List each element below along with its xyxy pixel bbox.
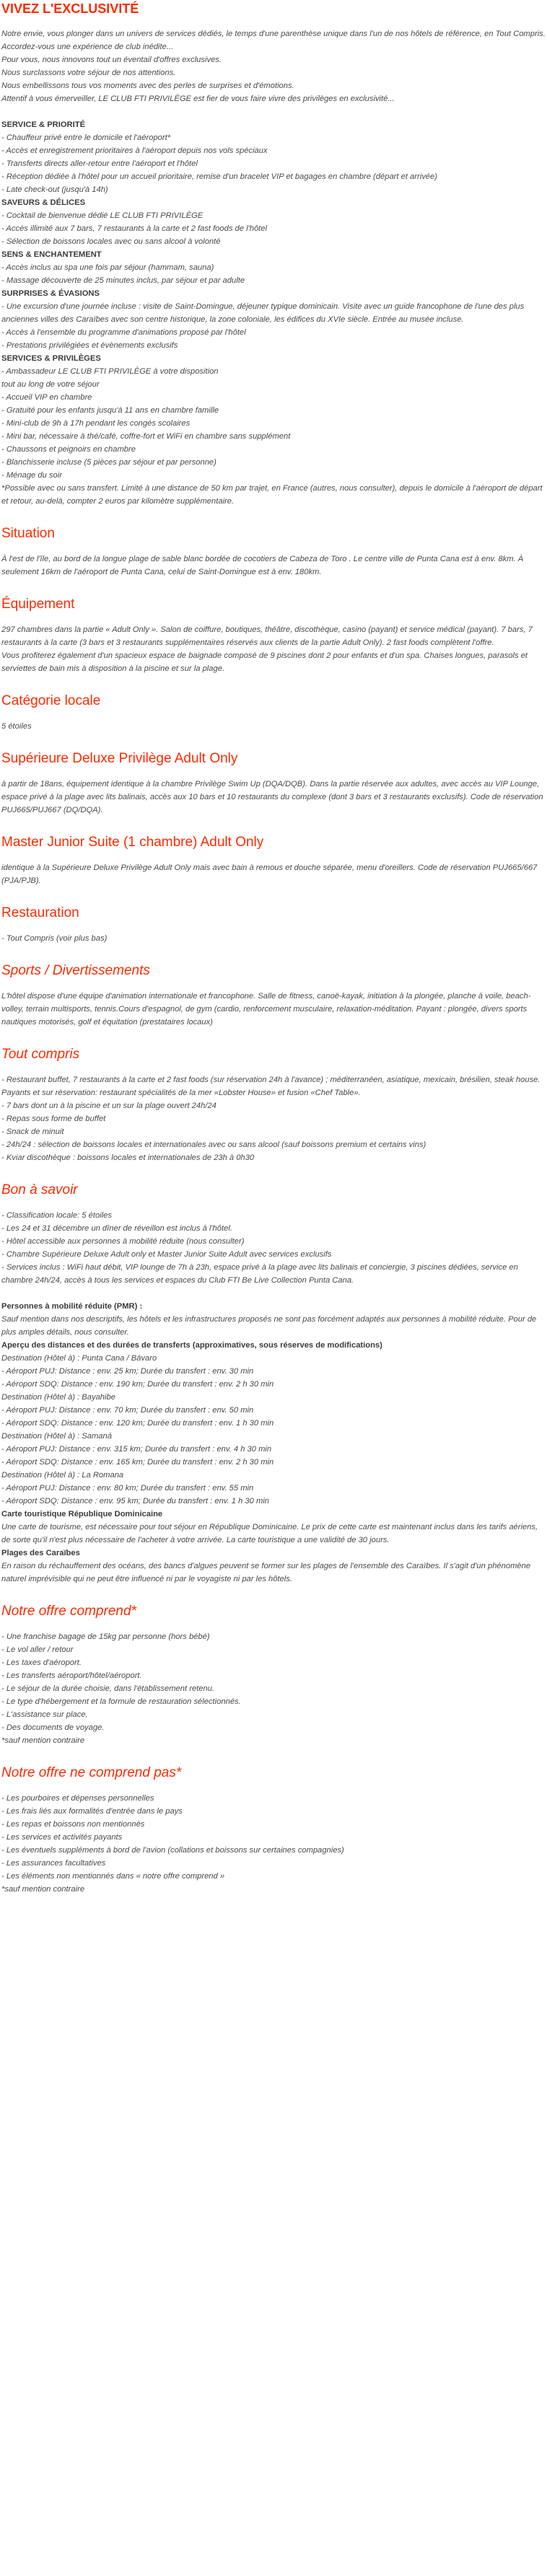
text-line: - Tout Compris (voir plus bas) — [1, 934, 108, 943]
text-line: Destination (Hôtel à) : Bayahibe — [1, 1393, 115, 1402]
section-content — [1, 990, 546, 1029]
text-line: à partir de 18ans, équipement identique à la chambre Privilège Swim Up (DQA/DQB). Dans la partie réservée aux adultes, avec accès au VIP Lounge, espace privé à la plage avec lits balinais, accès aux 10 bars et 10 restaurants du complexe (dont 3 bars et 3 restaurants exclusifs). Code de réservation PUJ665/PUJ667 (DQ/DQA). — [1, 780, 543, 814]
text-line: En raison du réchauffement des océans, des bancs d'algues peuvent se former sur les plages de l'ensemble des Caraïbes. Il s'agit d'un phénomène naturel imprévisible qui ne peut être influencé ni par le voyagiste ni par les hôtels. — [1, 1562, 531, 1583]
text-line: - Aéroport PUJ: Distance : env. 25 km; Durée du transfert : env. 30 min — [1, 1367, 254, 1376]
text-line: - Ambassadeur LE CLUB FTI PRIVILÈGE à votre disposition — [1, 367, 219, 376]
section-heading: VIVEZ L'EXCLUSIVITÉ — [1, 1, 139, 16]
text-line: - Aéroport SDQ: Distance : env. 165 km; Durée du transfert : env. 2 h 30 min — [1, 1458, 274, 1467]
text-line: - Réception dédiée à l'hôtel pour un accueil prioritaire, remise d'un bracelet VIP et bagages en chambre (départ et arrivée) — [1, 172, 437, 181]
text-line: - Accès illimité aux 7 bars, 7 restaurants à la carte et 2 fast foods de l'hôtel — [1, 224, 267, 233]
text-line: Notre envie, vous plonger dans un univers de services dédiés, le temps d'une parenthèse unique dans l'un de nos hôtels de référence, en Tout Compris. — [1, 30, 546, 38]
text-line: 5 étoiles — [1, 722, 32, 731]
text-line: Nous surclassons votre séjour de nos attentions. — [1, 69, 176, 77]
text-line: - Chambre Supérieure Deluxe Adult only et Master Junior Suite Adult avec services exclusifs — [1, 1250, 332, 1259]
text-line: - Mini-club de 9h à 17h pendant les congés scolaires — [1, 419, 191, 428]
text-line: - Les éventuels suppléments à bord de l'avion (collations et boissons sur certaines compagnies) — [1, 1846, 344, 1855]
section-situation — [1, 525, 546, 579]
text-line: - Repas sous forme de buffet — [1, 1115, 106, 1123]
blank-line — [1, 105, 546, 118]
text-line: Vous profiterez également d'un spacieux espace de baignade composé de 9 piscines dont 2 pour enfants et d'un spa. Chaises longues, parasols et serviettes de bain mis à disposition à la piscine et sur la plage. — [1, 651, 528, 673]
text-line: - Services inclus : WiFi haut débit, VIP lounge de 7h à 23h, espace privé à la plage avec lits balinais et conciergie, 3 piscines dédiées, service en chambre 24h/24, accès à tous les services et espaces du Club FTI Be Live Collection Punta Cana. — [1, 1263, 518, 1285]
text-line: - Gratuité pour les enfants jusqu'à 11 ans en chambre famille — [1, 406, 219, 415]
text-line: - Les 24 et 31 décembre un dîner de réveillon est inclus à l'hôtel. — [1, 1224, 232, 1233]
section-categorie — [1, 693, 546, 733]
text-line: - Aéroport SDQ: Distance : env. 95 km; Durée du transfert : env. 1 h 30 min — [1, 1497, 270, 1505]
text-line: - Cocktail de bienvenue dédié LE CLUB FTI PRIVILÈGE — [1, 211, 204, 220]
text-line: - Les frais liés aux formalités d'entrée dans le pays — [1, 1807, 183, 1816]
section-heading: Situation — [1, 526, 55, 541]
text-line: - Accès à l'ensemble du programme d'animations proposé par l'hôtel — [1, 328, 246, 337]
text-line: Attentif à vous émerveiller, LE CLUB FTI PRIVILÈGE est fier de vous faire vivre des privilèges en exclusivité... — [1, 94, 395, 103]
section-content — [1, 720, 546, 733]
text-line: - 24h/24 : sélection de boissons locales et internationales avec ou sans alcool (sauf boissons premium et certains vins) — [1, 1140, 426, 1149]
section-sports — [1, 962, 546, 1029]
section-content — [1, 553, 546, 579]
text-line: - Aéroport SDQ: Distance : env. 190 km; Durée du transfert : env. 2 h 30 min — [1, 1380, 274, 1389]
text-line: Sauf mention dans nos descriptifs, les hôtels et les infrastructures proposés ne sont pas forcément adaptés aux personnes à mobilité réduite. Pour de plus amples détails, nous consulter. — [1, 1315, 537, 1337]
text-line: - Les transferts aéroport/hôtel/aéroport. — [1, 1671, 142, 1680]
text-line: - Des documents de voyage. — [1, 1723, 105, 1732]
text-line: - Hôtel accessible aux personnes à mobilité réduite (nous consulter) — [1, 1237, 245, 1246]
section-heading: Catégorie locale — [1, 693, 101, 708]
text-line: - Late check-out (jusqu'à 14h) — [1, 185, 108, 194]
text-line: *sauf mention contraire — [1, 1885, 85, 1894]
text-line: 297 chambres dans la partie « Adult Only ». Salon de coiffure, boutiques, théâtre, discothèque, casino (payant) et service médical (payant). 7 bars, 7 restaurants à la carte (3 bars et 3 restaurants supplémentaires réservés aux clients de la partie Adult Only). 2 fast foods complètent l'offre. — [1, 625, 533, 647]
text-line: - Snack de minuit — [1, 1127, 64, 1136]
text-line: - Massage découverte de 25 minutes inclus, par séjour et par adulte — [1, 276, 245, 285]
section-heading: Tout compris — [1, 1047, 80, 1062]
section-content — [1, 27, 546, 508]
subheading: Aperçu des distances et des durées de transferts (approximatives, sous réserves de modifications) — [1, 1341, 382, 1350]
text-line: - Aéroport PUJ: Distance : env. 80 km; Durée du transfert : env. 55 min — [1, 1484, 254, 1493]
text-line: Accordez-vous une expérience de club inédite... — [1, 43, 174, 51]
section-equipement — [1, 596, 546, 675]
text-line: *sauf mention contraire — [1, 1736, 85, 1745]
text-line: - Restaurant buffet, 7 restaurants à la carte et 2 fast foods (sur réservation 24h à l'avance) ; méditerranéen, asiatique, mexicain, brésilien, steak house. Payants et sur réservation: restaurant spécialités de la mer «Lobster House» et fusion «Chef Table». — [1, 1076, 541, 1097]
text-line: - 7 bars dont un à la piscine et un sur la plage ouvert 24h/24 — [1, 1102, 216, 1110]
text-line: - Les éléments non mentionnés dans « notre offre comprend » — [1, 1872, 225, 1881]
section-heading: Notre offre ne comprend pas* — [1, 1765, 182, 1780]
subheading: SERVICES & PRIVILÈGES — [1, 354, 101, 363]
text-line: - Les services et activités payants — [1, 1833, 123, 1842]
text-line: - Ménage du soir — [1, 471, 62, 480]
text-line: - Sélection de boissons locales avec ou sans alcool à volonté — [1, 237, 221, 246]
text-line: - Aéroport PUJ: Distance : env. 70 km; Durée du transfert : env. 50 min — [1, 1406, 254, 1415]
subheading: SURPRISES & ÉVASIONS — [1, 289, 100, 298]
text-line: - Transferts directs aller-retour entre l'aéroport et l'hôtel — [1, 159, 198, 168]
text-line: Une carte de tourisme, est nécessaire pour tout séjour en République Dominicaine. Le prix de cette carte est maintenant inclus dans les tarifs aériens, de sorte qu'il n'est plus nécessaire de l'acheter à votre arrivée. La carte touristique a une validité de 30 jours. — [1, 1523, 538, 1544]
blank-line — [1, 1287, 546, 1300]
text-line: Nous embellissons tous vos moments avec des perles de surprises et d'émotions. — [1, 82, 294, 90]
text-line: - Kviar discothèque : boissons locales et internationales de 23h à 0h30 — [1, 1153, 255, 1162]
section-content — [1, 932, 546, 945]
text-line: Destination (Hôtel à) : Punta Cana / Bávaro — [1, 1354, 157, 1363]
section-toutcompris — [1, 1046, 546, 1164]
section-restauration — [1, 905, 546, 945]
text-line: - L'assistance sur place. — [1, 1710, 88, 1719]
section-exclusivite — [1, 0, 546, 508]
subheading: SERVICE & PRIORITÉ — [1, 120, 86, 129]
text-line: - Les pourboires et dépenses personnelles — [1, 1794, 154, 1803]
section-heading: Restauration — [1, 905, 79, 920]
text-line: - Prestations privilégiées et évènements exclusifs — [1, 341, 178, 350]
text-line: - Accès et enregistrement prioritaires à l'aéroport depuis nos vols spéciaux — [1, 146, 268, 155]
text-line: - Le vol aller / retour — [1, 1645, 74, 1654]
text-line: À l'est de l'île, au bord de la longue plage de sable blanc bordée de cocotiers de Cabeza de Toro . Le centre ville de Punta Cana est à env. 8km. À seulement 16km de l'aéroport de Punta Cana, celui de Saint-Domingue est à env. 180km. — [1, 555, 524, 576]
text-line: - Accès inclus au spa une fois par séjour (hammam, sauna) — [1, 263, 214, 272]
subheading: Carte touristique République Dominicaine — [1, 1510, 163, 1518]
section-necomprendpas — [1, 1764, 546, 1896]
text-line: *Possible avec ou sans transfert. Limité à une distance de 50 km par trajet, en France (autres, nous consulter), depuis le domicile à l'aéroport de départ et retour, au-delà, compter 2 euros par kilomètre supplémentaire. — [1, 484, 543, 506]
text-line: - Une excursion d'une journée incluse : visite de Saint-Domingue, déjeuner typique dominicain. Visite avec un guide francophone de l'une des plus anciennes villes des Caraïbes avec son centre historique, la zone coloniale, les édifices du XVIe siècle. Entrée au musée incluse. — [1, 302, 525, 324]
text-line: Pour vous, nous innovons tout un éventail d'offres exclusives. — [1, 56, 222, 64]
section-content — [1, 861, 546, 887]
text-line: - Le type d'hébergement et la formule de restauration sélectionnés. — [1, 1697, 241, 1706]
text-line: - Chauffeur privé entre le domicile et l'aéroport* — [1, 133, 171, 142]
text-line: - Classification locale: 5 étoiles — [1, 1211, 112, 1220]
text-line: - Aéroport SDQ: Distance : env. 120 km; Durée du transfert : env. 1 h 30 min — [1, 1419, 274, 1428]
section-content — [1, 1209, 546, 1586]
section-content — [1, 1630, 546, 1747]
text-line: L'hôtel dispose d'une équipe d'animation internationale et francophone. Salle de fitness, canoë-kayak, initiation à la plongée, planche à voile, beach-volley, terrain multisports, tennis.Cours d'espagnol, de gym (cardio, renforcement musculaire, relaxation-méditation. Payant : plongée, divers sports nautiques motorisés, golf et équitation (prestataires locaux) — [1, 992, 531, 1027]
subheading: SENS & ENCHANTEMENT — [1, 250, 102, 259]
section-content — [1, 1792, 546, 1896]
text-line: - Blanchisserie incluse (5 pièces par séjour et par personne) — [1, 458, 216, 467]
section-superieure — [1, 750, 546, 817]
section-bonasavoir — [1, 1182, 546, 1586]
section-heading: Bon à savoir — [1, 1182, 78, 1197]
section-heading: Équipement — [1, 597, 75, 612]
text-line: - Aéroport PUJ: Distance : env. 315 km; Durée du transfert : env. 4 h 30 min — [1, 1445, 272, 1454]
subheading: Personnes à mobilité réduite (PMR) : — [1, 1302, 143, 1311]
text-line: Destination (Hôtel à) : Samaná — [1, 1432, 112, 1441]
text-line: tout au long de votre séjour — [1, 380, 100, 389]
text-line: - Le séjour de la durée choisie, dans l'établissement retenu. — [1, 1684, 215, 1693]
section-heading: Sports / Divertissements — [1, 963, 150, 978]
section-master — [1, 834, 546, 887]
section-heading: Master Junior Suite (1 chambre) Adult Only — [1, 835, 264, 850]
section-heading: Supérieure Deluxe Privilège Adult Only — [1, 751, 238, 766]
section-heading: Notre offre comprend* — [1, 1604, 136, 1619]
subheading: Plages des Caraïbes — [1, 1549, 80, 1557]
text-line: - Une franchise bagage de 15kg par personne (hors bébé) — [1, 1632, 210, 1641]
text-line: - Mini bar, nécessaire à thé/café, coffre-fort et WiFi en chambre sans supplément — [1, 432, 291, 441]
text-line: identique à la Supérieure Deluxe Privilège Adult Only mais avec bain à remous et douche séparée, menu d'oreillers. Code de réservation PUJ665/667 (PJA/PJB). — [1, 863, 538, 885]
text-line: - Les repas et boissons non mentionnés — [1, 1820, 145, 1829]
section-content — [1, 778, 546, 817]
section-content — [1, 1073, 546, 1164]
text-line: - Les assurances facultatives — [1, 1859, 106, 1868]
section-comprend — [1, 1603, 546, 1747]
text-line: - Accueil VIP en chambre — [1, 393, 92, 402]
subheading: SAVEURS & DÉLICES — [1, 198, 86, 207]
text-line: - Les taxes d'aéroport. — [1, 1658, 82, 1667]
text-line: Destination (Hôtel à) : La Romana — [1, 1471, 124, 1480]
text-line: - Chaussons et peignoirs en chambre — [1, 445, 136, 454]
section-content — [1, 623, 546, 675]
